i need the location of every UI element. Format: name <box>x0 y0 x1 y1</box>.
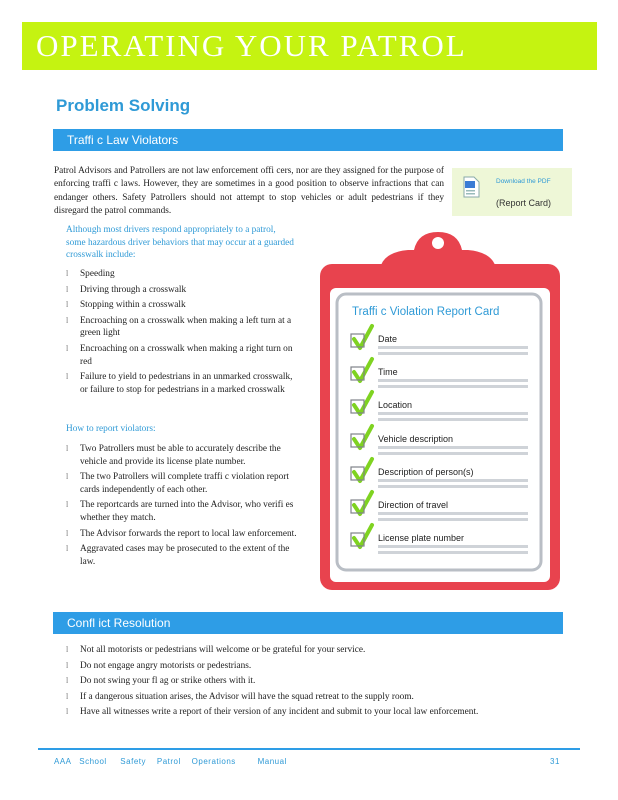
field-line <box>378 551 528 554</box>
bullet: l <box>66 284 69 294</box>
item-text: If a dangerous situation arises, the Advisor will have the squad retreat to the supply room. <box>80 691 414 702</box>
section-title: Problem Solving <box>56 96 191 115</box>
behaviors-lead: Although most drivers respond appropriately to a patrol, some hazardous driver behaviors that may occur at a guarded crosswalk include: <box>66 225 294 261</box>
conflict-list <box>66 644 566 722</box>
list-item <box>66 706 566 719</box>
card-field-time: Time <box>378 367 398 377</box>
field-line <box>378 352 528 355</box>
field-line <box>378 446 528 449</box>
banner-title: OPERATING YOUR PATROL <box>36 28 467 63</box>
bullet: l <box>66 472 69 482</box>
bullet: l <box>66 645 69 654</box>
list-item <box>66 543 298 568</box>
list-item <box>66 443 298 468</box>
field-line <box>378 412 528 415</box>
item-text: Driving through a crosswalk <box>80 284 187 295</box>
report-lead: How to report violators: <box>66 424 156 434</box>
field-line <box>378 512 528 515</box>
header-banner <box>22 22 597 70</box>
list-item <box>66 371 298 396</box>
list-item <box>66 691 566 704</box>
item-text: Failure to yield to pedestrians in an unmarked crosswalk, or failure to stop for pedestrians in a marked crosswalk <box>80 372 293 395</box>
bullet: l <box>66 343 69 353</box>
bullet: l <box>66 315 69 325</box>
field-line <box>378 418 528 421</box>
field-line <box>378 385 528 388</box>
subsection-bar-conflict <box>53 612 563 634</box>
item-text: Two Patrollers must be able to accurately describe the vehicle and provide its license plate number. <box>80 444 281 467</box>
list-item <box>66 315 298 340</box>
item-text: The Advisor forwards the report to local law enforcement. <box>80 528 297 539</box>
list-item <box>66 660 566 673</box>
list-item <box>66 284 298 297</box>
list-item <box>66 644 566 657</box>
list-item <box>66 299 298 312</box>
field-line <box>378 452 528 455</box>
bullet: l <box>66 500 69 510</box>
subsection-bar-violators <box>53 129 563 151</box>
bullet: l <box>66 544 69 554</box>
item-text: Encroaching on a crosswalk when making a left turn at a green light <box>80 315 292 339</box>
item-text: The reportcards are turned into the Advisor, who verifi es whether they match. <box>80 500 294 523</box>
card-field-license: License plate number <box>378 533 465 543</box>
subsection-label: Confl ict Resolution <box>67 616 171 630</box>
bullet: l <box>66 660 69 670</box>
field-line <box>378 346 528 349</box>
card-field-location: Location <box>378 400 413 410</box>
footer-rule <box>38 748 580 750</box>
pdf-file-icon <box>462 176 480 198</box>
field-line <box>378 545 528 548</box>
list-item <box>66 268 298 281</box>
item-text: Do not engage angry motorists or pedestrians. <box>80 660 252 671</box>
list-item <box>66 528 298 541</box>
behaviors-list <box>66 268 298 399</box>
card-field-date: Date <box>378 334 398 344</box>
item-text: Aggravated cases may be prosecuted to the extent of the law. <box>80 544 290 567</box>
bullet: l <box>66 269 69 278</box>
bullet: l <box>66 372 69 382</box>
list-item <box>66 343 298 368</box>
item-text: Not all motorists or pedestrians will welcome or be grateful for your service. <box>80 645 366 655</box>
bullet: l <box>66 676 69 686</box>
field-line <box>378 479 528 482</box>
item-text: Speeding <box>80 269 115 279</box>
clip-hole <box>432 237 444 249</box>
item-text: The two Patrollers will complete traffi c violation report cards independently of each other. <box>80 472 289 495</box>
card-title: Traffi c Violation Report Card <box>352 306 500 318</box>
item-text: Have all witnesses write a report of their version of any incident and submit to your local law enforcement. <box>80 707 479 718</box>
field-line <box>378 518 528 521</box>
bullet: l <box>66 707 69 717</box>
download-label: (Report Card) <box>496 198 552 208</box>
field-line <box>378 379 528 382</box>
list-item <box>66 471 298 496</box>
intro-paragraph: Patrol Advisors and Patrollers are not law enforcement offi cers, nor are they assigned for the purpose of enforcing traffi c laws. However, they are sometimes in a good position to observe infractions that can endanger others. Safety Patrollers should not attempt to stop vehicles or adult pedestrians if they disregard the patrol commands. <box>54 166 444 217</box>
download-text: Download the PDF <box>496 178 551 185</box>
card-field-direction: Direction of travel <box>378 500 449 510</box>
bullet: l <box>66 528 69 538</box>
subsection-label: Traffi c Law Violators <box>67 133 179 147</box>
field-line <box>378 485 528 488</box>
card-field-persons: Description of person(s) <box>378 467 474 477</box>
list-item <box>66 499 298 524</box>
item-text: Do not swing your fl ag or strike others with it. <box>80 676 256 687</box>
bullet: l <box>66 691 69 701</box>
item-text: Encroaching on a crosswalk when making a right turn on red <box>80 343 293 367</box>
bullet: l <box>66 300 69 310</box>
bullet: l <box>66 444 69 453</box>
page-number: 31 <box>550 757 560 766</box>
card-field-vehicle: Vehicle description <box>378 434 454 444</box>
footer-manual-title: AAA School Safety Patrol Operations Manual <box>54 757 287 766</box>
download-pdf-link[interactable] <box>452 168 572 216</box>
item-text: Stopping within a crosswalk <box>80 300 186 311</box>
report-steps-list <box>66 443 298 571</box>
list-item <box>66 675 566 688</box>
